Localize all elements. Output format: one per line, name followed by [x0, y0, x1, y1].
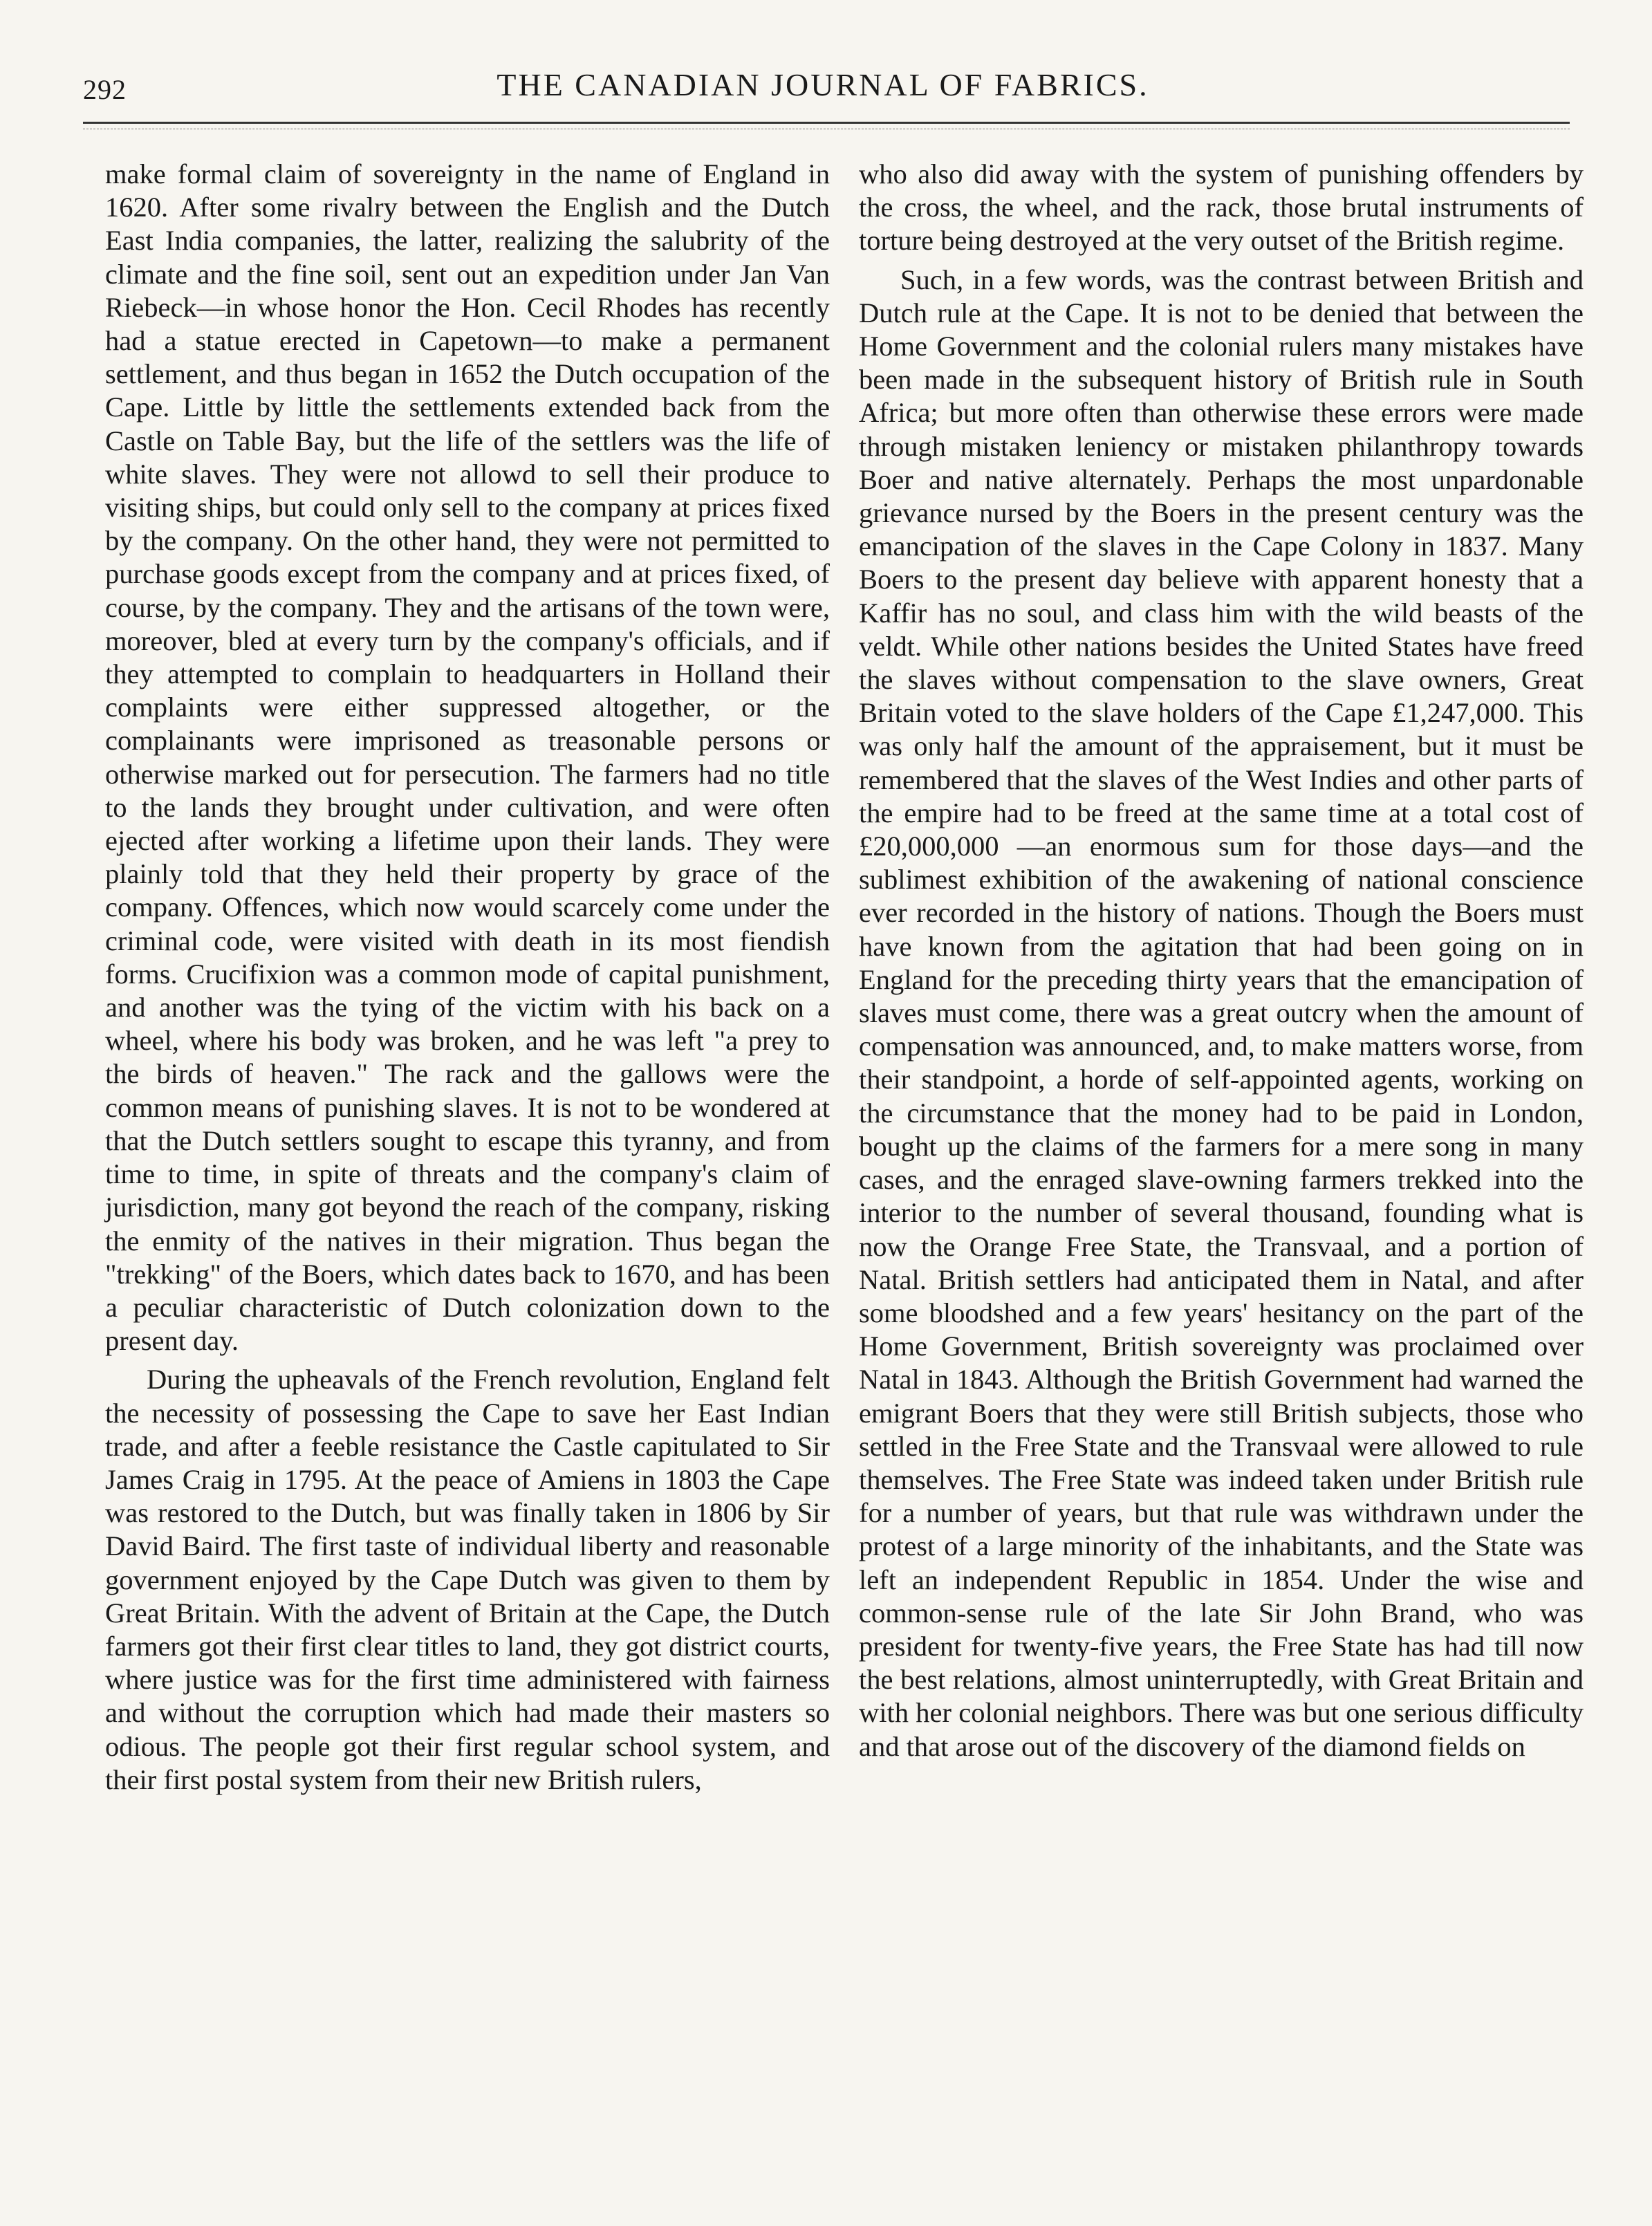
right-paragraph-2: Such, in a few words, was the contrast between British and Dutch rule at the Cape. It is not to be denied that between the Home Government and the colonial rulers many mistakes have been made in the subsequent history of British rule in South Africa; but more often than otherwise these errors were made through mistaken leniency or mistaken philanthropy towards Boer and native alternately. Perhaps the most unpardonable grievance nursed by the Boers in the present century was the emancipation of the slaves in the Cape Colony in 1837. Many Boers to the present day believe with apparent honesty that a Kaffir has no soul, and class him with the wild beasts of the veldt. While other nations besides the United States have freed the slaves without compensation to the slave owners, Great Britain voted to the slave holders of the Cape £1,247,000. This was only half the amount of the appraisement, but it must be remembered that the slaves of the West Indies and other parts of the empire had to be freed at the same time at a total cost of £20,000,000 —an enormous sum for those days—and the sublimest exhibition of the awakening of national conscience ever recorded in the history of nations. Though the Boers must have known from the agitation that had been going on in England for the preceding thirty years that the emancipation of slaves must come, there was a great outcry when the amount of compensation was announced, and, to make matters worse, from their standpoint, a horde of self-appointed agents, working on the circumstance that the money had to be paid in London, bought up the claims of the farmers for a mere song in many cases, and the enraged slave-owning farmers trekked into the interior to the number of several thousand, founding what is now the Orange Free State, the Transvaal, and a portion of Natal. British settlers had anticipated them in Natal, and after some bloodshed and a few years' hesitancy on the part of the Home Government, British sovereignty was proclaimed over Natal in 1843. Although the British Government had warned the emigrant Boers that they were still British subjects, those who settled in the Free State and the Transvaal were allowed to rule themselves. The Free State was indeed taken under British rule for a number of years, but that rule was withdrawn under the protest of a large minority of the inhabitants, and the State was left an independent Republic in 1854. Under the wise and common-sense rule of the late Sir John Brand, who was president for twenty-five years, the Free State has had till now the best relations, almost uninterruptedly, with Great Britain and with her colonial neighbors. There was but one serious difficulty and that arose out of the discovery of the diamond fields on	[859, 263, 1584, 1762]
page-header	[83, 66, 1563, 115]
right-paragraph-1: who also did away with the system of punishing offenders by the cross, the wheel, and the rack, those brutal instruments of torture being destroyed at the very outset of the British regime.	[859, 158, 1584, 257]
header-rule	[83, 122, 1570, 124]
left-paragraph-1: make formal claim of sovereignty in the name of England in 1620. After some rivalry between the English and the Dutch East India companies, the latter, realizing the salubrity of the climate and the fine soil, sent out an expedition under Jan Van Riebeck—in whose honor the Hon. Cecil Rhodes has recently had a statue erected in Capetown—to make a permanent settlement, and thus began in 1652 the Dutch occupation of the Cape. Little by little the settlements extended back from the Castle on Table Bay, but the life of the settlers was the life of white slaves. They were not allowd to sell their produce to visiting ships, but could only sell to the company at prices fixed by the company. On the other hand, they were not permitted to purchase goods except from the company and at prices fixed, of course, by the company. They and the artisans of the town were, moreover, bled at every turn by the company's officials, and if they attempted to complain to headquarters in Holland their complaints were either suppressed altogether, or the complainants were imprisoned as treasonable persons or otherwise marked out for persecution. The farmers had no title to the lands they brought under cultivation, and were often ejected after working a lifetime upon their lands. They were plainly told that they held their property by grace of the company. Offences, which now would scarcely come under the criminal code, were visited with death in its most fiendish forms. Crucifixion was a common mode of capital punishment, and another was the tying of the victim with his back on a wheel, where his body was broken, and he was left "a prey to the birds of heaven." The rack and the gallows were the common means of punishing slaves. It is not to be wondered at that the Dutch settlers sought to escape this tyranny, and from time to time, in spite of threats and the company's claim of jurisdiction, many got beyond the reach of the company, risking the enmity of the natives in their migration. Thus began the "trekking" of the Boers, which dates back to 1670, and has been a peculiar characteristic of Dutch colonization down to the present day.	[105, 158, 830, 1357]
right-column	[859, 158, 1584, 1763]
page-number: 292	[83, 74, 127, 105]
left-column	[105, 158, 830, 1797]
left-paragraph-2: During the upheavals of the French revolution, England felt the necessity of possessing the Cape to save her East Indian trade, and after a feeble resistance the Castle capitulated to Sir James Craig in 1795. At the peace of Amiens in 1803 the Cape was restored to the Dutch, but was finally taken in 1806 by Sir David Baird. The first taste of individual liberty and reasonable government enjoyed by the Cape Dutch was given to them by Great Britain. With the advent of Britain at the Cape, the Dutch farmers got their first clear titles to land, they got district courts, where justice was for the first time administered with fairness and without the corruption which had made their masters so odious. The people got their first regular school system, and their first postal system from their new British rulers,	[105, 1364, 830, 1795]
journal-title: THE CANADIAN JOURNAL OF FABRICS.	[496, 67, 1149, 102]
